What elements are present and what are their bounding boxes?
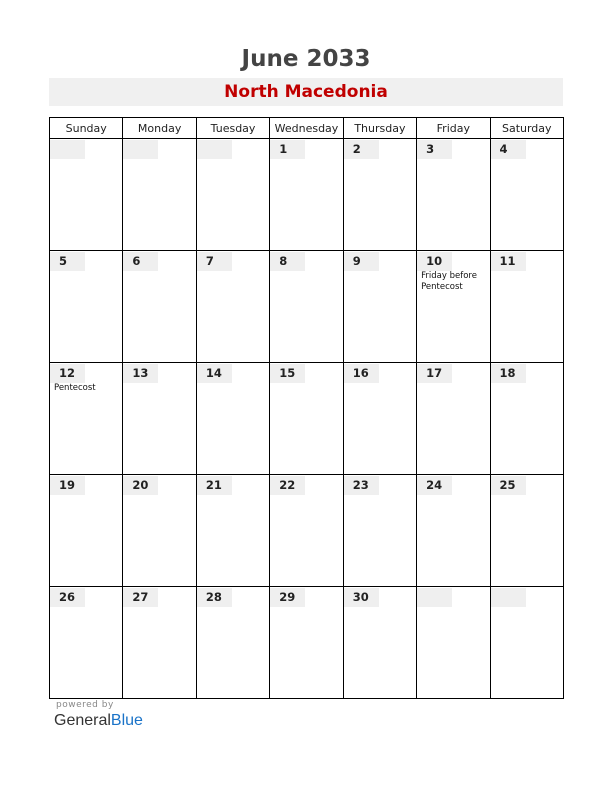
day-cell[interactable]: [417, 475, 490, 587]
day-cell[interactable]: [270, 475, 343, 587]
day-number: 6: [123, 252, 158, 271]
day-number: 17: [417, 364, 452, 383]
day-cell[interactable]: [123, 139, 196, 251]
holiday-label: Friday before Pentecost: [421, 271, 477, 292]
day-number: 8: [270, 252, 305, 271]
day-number: 14: [197, 364, 232, 383]
country-name: North Macedonia: [224, 82, 388, 102]
day-cell[interactable]: [490, 251, 563, 363]
day-cell[interactable]: [123, 363, 196, 475]
day-number: 2: [344, 140, 379, 159]
day-cell[interactable]: [196, 139, 269, 251]
day-cell[interactable]: [123, 251, 196, 363]
weekday-friday: Friday: [417, 118, 490, 139]
day-cell[interactable]: [417, 587, 490, 699]
day-number: 28: [197, 588, 232, 607]
day-number: 18: [491, 364, 526, 383]
day-cell[interactable]: [50, 475, 123, 587]
calendar-body: [50, 139, 564, 699]
day-number: 19: [50, 476, 85, 495]
day-number: 20: [123, 476, 158, 495]
day-cell[interactable]: [123, 475, 196, 587]
day-number: 9: [344, 252, 379, 271]
day-number: 11: [491, 252, 526, 271]
day-number: 21: [197, 476, 232, 495]
week-row: [50, 363, 564, 475]
weekday-thursday: Thursday: [343, 118, 416, 139]
day-number: [123, 140, 158, 159]
day-cell[interactable]: [490, 139, 563, 251]
day-cell[interactable]: [270, 363, 343, 475]
country-banner: [49, 78, 563, 106]
day-cell[interactable]: [270, 139, 343, 251]
day-cell[interactable]: [490, 475, 563, 587]
day-number: [491, 588, 526, 607]
week-row: [50, 251, 564, 363]
day-cell[interactable]: [343, 139, 416, 251]
week-row: [50, 475, 564, 587]
day-number: 29: [270, 588, 305, 607]
day-cell[interactable]: [123, 587, 196, 699]
day-number: 10: [417, 252, 452, 271]
day-cell[interactable]: [490, 587, 563, 699]
day-cell[interactable]: [270, 251, 343, 363]
day-cell[interactable]: [196, 475, 269, 587]
day-cell[interactable]: [196, 363, 269, 475]
day-number: 7: [197, 252, 232, 271]
brand-blue: Blue: [110, 712, 143, 729]
day-number: 25: [491, 476, 526, 495]
day-number: [197, 140, 232, 159]
weekday-monday: Monday: [123, 118, 196, 139]
day-number: 23: [344, 476, 379, 495]
weekday-tuesday: Tuesday: [196, 118, 269, 139]
day-cell[interactable]: [50, 363, 123, 475]
day-number: 5: [50, 252, 85, 271]
calendar-grid: [49, 117, 564, 699]
day-number: [417, 588, 452, 607]
day-cell[interactable]: [270, 587, 343, 699]
day-cell[interactable]: [196, 587, 269, 699]
day-cell[interactable]: [417, 139, 490, 251]
day-cell[interactable]: [343, 363, 416, 475]
day-number: 16: [344, 364, 379, 383]
day-number: 12: [50, 364, 85, 383]
calendar-title: June 2033: [241, 46, 371, 72]
weekday-header-row: [50, 118, 564, 139]
weekday-saturday: Saturday: [490, 118, 563, 139]
day-cell[interactable]: [343, 587, 416, 699]
day-number: 24: [417, 476, 452, 495]
day-cell[interactable]: [417, 363, 490, 475]
day-cell[interactable]: [50, 139, 123, 251]
day-number: 27: [123, 588, 158, 607]
day-cell[interactable]: [343, 475, 416, 587]
day-number: 15: [270, 364, 305, 383]
brand-logo[interactable]: [54, 712, 143, 730]
day-cell[interactable]: [50, 587, 123, 699]
weekday-wednesday: Wednesday: [270, 118, 343, 139]
day-number: 30: [344, 588, 379, 607]
holiday-label: Pentecost: [54, 383, 96, 393]
day-number: 1: [270, 140, 305, 159]
day-number: 4: [491, 140, 526, 159]
day-number: 3: [417, 140, 452, 159]
day-number: [50, 140, 85, 159]
weekday-sunday: Sunday: [50, 118, 123, 139]
day-number: 26: [50, 588, 85, 607]
brand-general: General: [54, 712, 111, 729]
day-cell[interactable]: [343, 251, 416, 363]
day-cell[interactable]: [50, 251, 123, 363]
day-cell[interactable]: [490, 363, 563, 475]
week-row: [50, 587, 564, 699]
powered-by-label: powered by: [56, 700, 114, 710]
day-number: 13: [123, 364, 158, 383]
day-cell[interactable]: [196, 251, 269, 363]
day-cell[interactable]: [417, 251, 490, 363]
week-row: [50, 139, 564, 251]
day-number: 22: [270, 476, 305, 495]
